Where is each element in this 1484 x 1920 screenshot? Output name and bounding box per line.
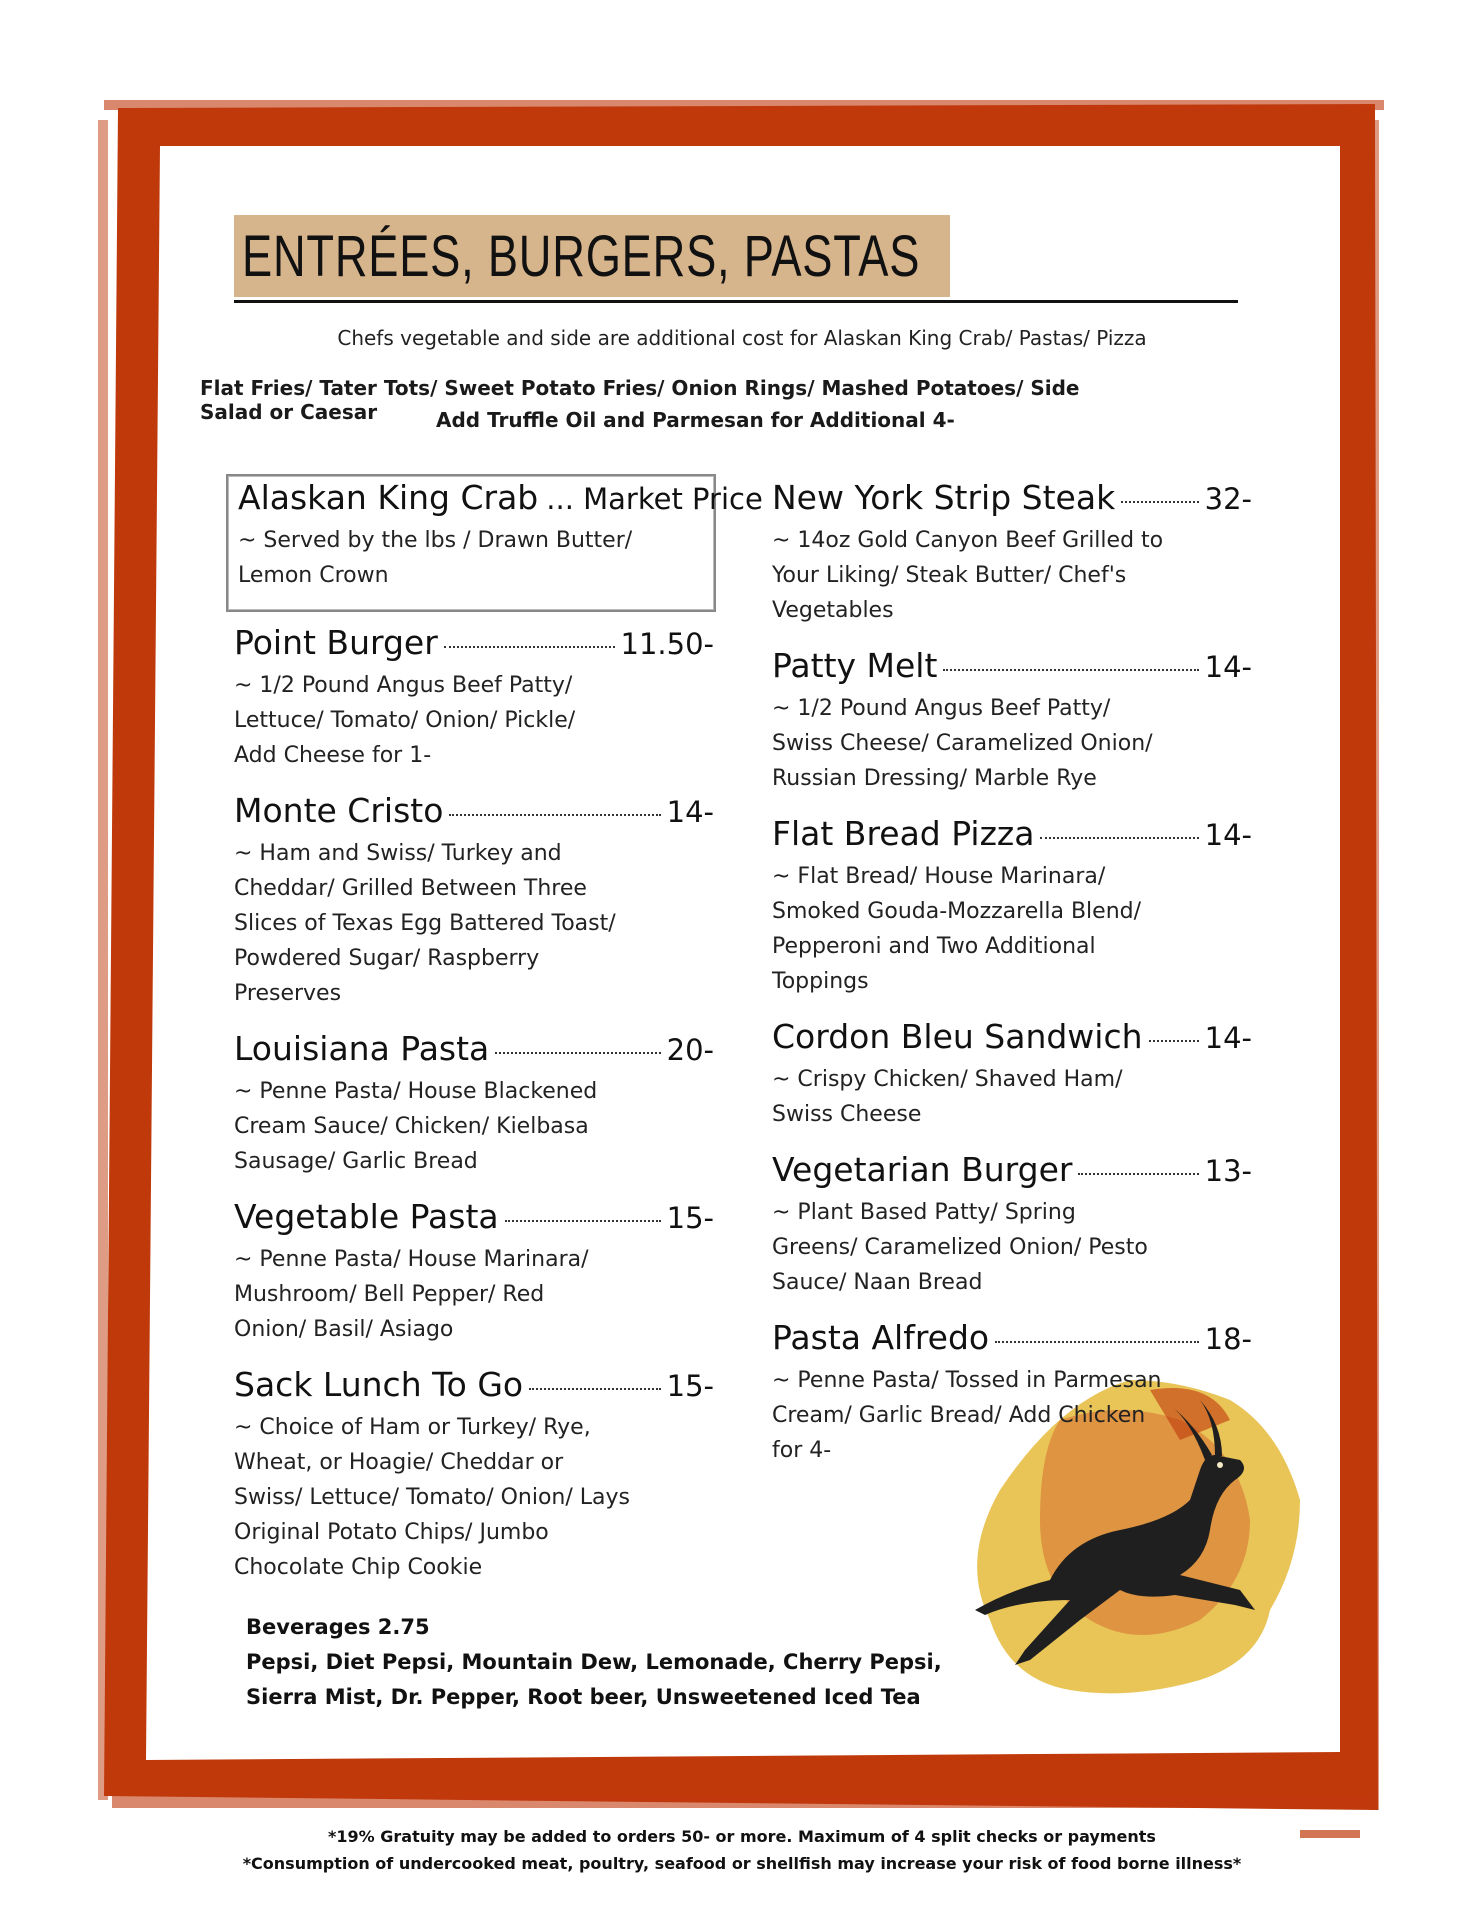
item-name: Vegetarian Burger <box>772 1150 1073 1189</box>
beverages-line: Sierra Mist, Dr. Pepper, Root beer, Unsweetened Iced Tea <box>246 1685 921 1709</box>
item-price: 15- <box>666 1201 714 1235</box>
menu-item <box>234 478 763 593</box>
gratuity-notice: *19% Gratuity may be added to orders 50- or more. Maximum of 4 split checks or payments <box>328 1827 1156 1846</box>
item-price: 11.50- <box>620 627 714 661</box>
beverages-line: Pepsi, Diet Pepsi, Mountain Dew, Lemonade, Cherry Pepsi, <box>246 1650 942 1674</box>
heading-rule <box>234 300 1238 303</box>
item-name: Sack Lunch To Go <box>234 1365 524 1404</box>
item-description: ~ 1/2 Pound Angus Beef Patty/ Lettuce/ Tomato/ Onion/ Pickle/ Add Cheese for 1- <box>234 673 576 768</box>
item-description: ~ Plant Based Patty/ Spring Greens/ Caramelized Onion/ Pesto Sauce/ Naan Bread <box>772 1200 1148 1295</box>
menu-item <box>772 1017 1252 1132</box>
item-description: ~ Penne Pasta/ House Marinara/ Mushroom/ Bell Pepper/ Red Onion/ Basil/ Asiago <box>234 1247 589 1342</box>
menu-item <box>772 478 1252 628</box>
dot-leader <box>1078 1173 1198 1175</box>
item-description: ~ 14oz Gold Canyon Beef Grilled to Your Liking/ Steak Butter/ Chef's Vegetables <box>772 528 1164 623</box>
menu-item <box>234 1197 714 1347</box>
menu-item <box>234 623 714 773</box>
item-description: ~ Choice of Ham or Turkey/ Rye, Wheat, or Hoagie/ Cheddar or Swiss/ Lettuce/ Tomato/ Onion/ Lays Original Potato Chips/ Jumbo Chocolate Chip Cookie <box>234 1415 630 1580</box>
item-name: Flat Bread Pizza <box>772 814 1035 853</box>
beverages-block <box>246 1610 942 1715</box>
item-description: ~ Served by the lbs / Drawn Butter/ Lemon Crown <box>238 528 633 588</box>
item-name: New York Strip Steak <box>772 478 1116 517</box>
menu-item <box>772 646 1252 796</box>
item-name: Vegetable Pasta <box>234 1197 499 1236</box>
item-name: Monte Cristo <box>234 791 444 830</box>
menu-item <box>234 791 714 1011</box>
item-price: 14- <box>1204 818 1252 852</box>
menu-item <box>772 1150 1252 1300</box>
item-name: Pasta Alfredo <box>772 1318 990 1357</box>
item-description: ~ Flat Bread/ House Marinara/ Smoked Gouda-Mozzarella Blend/ Pepperoni and Two Additional Toppings <box>772 864 1142 994</box>
item-price: 14- <box>666 795 714 829</box>
sides-note: Flat Fries/ Tater Tots/ Sweet Potato Fries/ Onion Rings/ Mashed Potatoes/ Side Salad or Caesar <box>200 376 1080 424</box>
item-price: 20- <box>666 1033 714 1067</box>
dot-leader <box>995 1341 1198 1343</box>
menu-item <box>772 814 1252 999</box>
truffle-note: Add Truffle Oil and Parmesan for Additional 4- <box>436 408 955 432</box>
chefs-note: Chefs vegetable and side are additional cost for Alaskan King Crab/ Pastas/ Pizza <box>337 326 1147 350</box>
item-name: Alaskan King Crab <box>238 478 539 517</box>
item-price: 15- <box>666 1369 714 1403</box>
dot-leader <box>529 1388 661 1390</box>
menu-item <box>234 1029 714 1179</box>
consumption-warning: *Consumption of undercooked meat, poultry, seafood or shellfish may increase your risk of food borne illness* <box>242 1854 1242 1873</box>
item-name: Patty Melt <box>772 646 938 685</box>
dot-leader <box>495 1052 660 1054</box>
menu-item <box>772 1318 1252 1468</box>
dot-leader <box>1121 501 1198 503</box>
dot-leader <box>505 1220 661 1222</box>
dot-leader <box>444 646 615 648</box>
item-price: ... Market Price <box>546 482 763 516</box>
menu-column-right <box>772 478 1252 1486</box>
item-description: ~ Crispy Chicken/ Shaved Ham/ Swiss Cheese <box>772 1067 1123 1127</box>
item-description: ~ 1/2 Pound Angus Beef Patty/ Swiss Cheese/ Caramelized Onion/ Russian Dressing/ Marble Rye <box>772 696 1153 791</box>
section-heading-text: ENTRÉES, BURGERS, PASTAS <box>242 223 921 289</box>
item-price: 14- <box>1204 1021 1252 1055</box>
beverages-title: Beverages 2.75 <box>246 1615 430 1639</box>
dot-leader <box>1149 1040 1199 1042</box>
dot-leader <box>943 669 1198 671</box>
menu-item <box>234 1365 714 1585</box>
item-name: Cordon Bleu Sandwich <box>772 1017 1143 1056</box>
item-price: 14- <box>1204 650 1252 684</box>
item-description: ~ Ham and Swiss/ Turkey and Cheddar/ Grilled Between Three Slices of Texas Egg Battered Toast/ Powdered Sugar/ Raspberry Preserves <box>234 841 616 1006</box>
menu-column-left <box>234 478 763 1603</box>
item-price: 18- <box>1204 1322 1252 1356</box>
section-heading <box>234 215 950 297</box>
item-description: ~ Penne Pasta/ Tossed in Parmesan Cream/ Garlic Bread/ Add Chicken for 4- <box>772 1368 1162 1463</box>
item-price: 13- <box>1204 1154 1252 1188</box>
dot-leader <box>1040 837 1198 839</box>
item-price: 32- <box>1204 482 1252 516</box>
item-name: Point Burger <box>234 623 438 662</box>
item-name: Louisiana Pasta <box>234 1029 490 1068</box>
item-description: ~ Penne Pasta/ House Blackened Cream Sauce/ Chicken/ Kielbasa Sausage/ Garlic Bread <box>234 1079 598 1174</box>
dot-leader <box>449 814 660 816</box>
